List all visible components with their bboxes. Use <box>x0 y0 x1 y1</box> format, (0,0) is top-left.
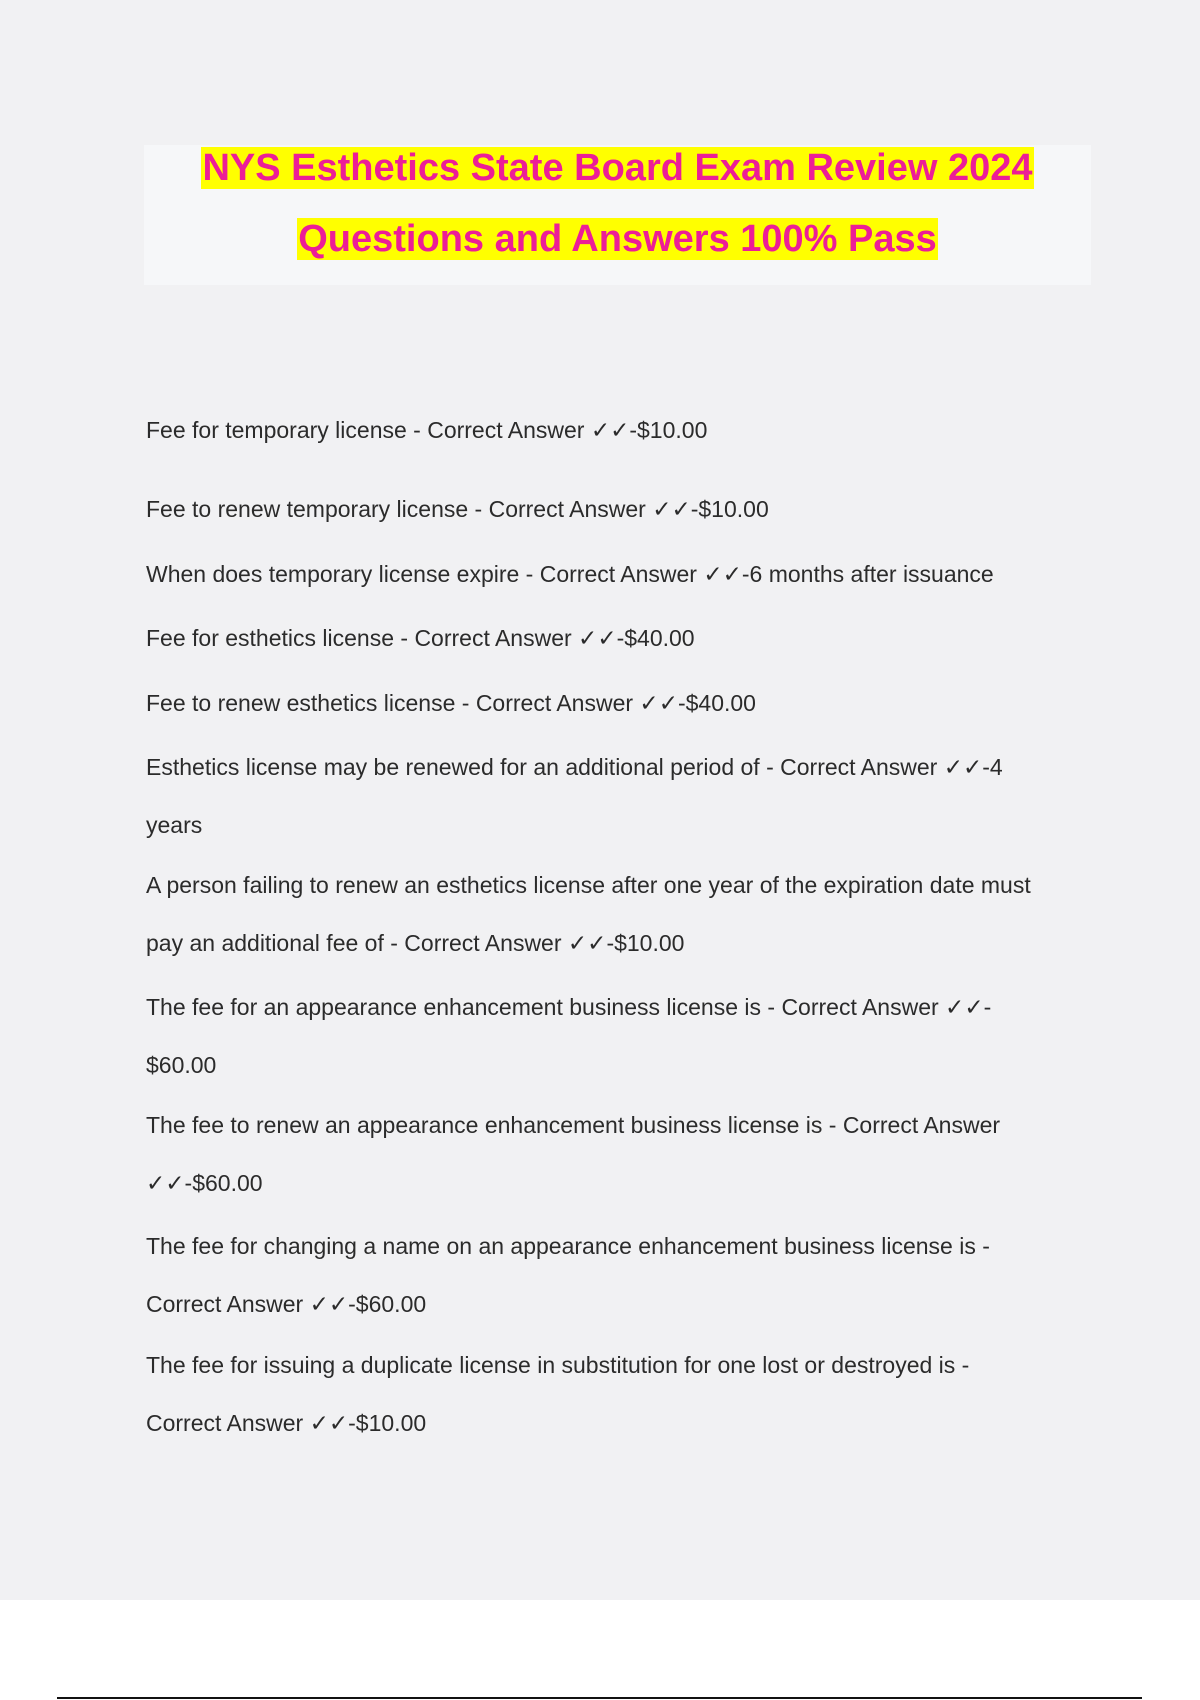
qa-item-6 <box>146 738 1086 854</box>
footer-divider <box>57 1697 1142 1699</box>
qa-line: The fee for changing a name on an appearance enhancement business license is - <box>146 1233 990 1259</box>
qa-item-10 <box>146 1217 1086 1333</box>
qa-line: The fee to renew an appearance enhancement business license is - Correct Answer <box>146 1112 1001 1138</box>
qa-line: Fee for temporary license - Correct Answer ✓✓-$10.00 <box>146 417 708 443</box>
qa-line: Correct Answer ✓✓-$10.00 <box>146 1410 427 1436</box>
qa-item-8 <box>146 978 1086 1094</box>
qa-line: Fee to renew temporary license - Correct Answer ✓✓-$10.00 <box>146 496 769 522</box>
qa-line: $60.00 <box>146 1052 217 1078</box>
qa-item-4 <box>146 609 1086 667</box>
qa-line: A person failing to renew an esthetics license after one year of the expiration date must <box>146 872 1031 898</box>
qa-line: years <box>146 812 203 838</box>
qa-item-5 <box>146 674 1086 732</box>
qa-line: The fee for issuing a duplicate license in substitution for one lost or destroyed is - <box>146 1352 970 1378</box>
qa-line: ✓✓-$60.00 <box>146 1170 263 1196</box>
qa-item-3 <box>146 545 1086 603</box>
qa-item-11 <box>146 1336 1086 1452</box>
qa-line: pay an additional fee of - Correct Answer ✓✓-$10.00 <box>146 930 685 956</box>
qa-item-7 <box>146 856 1086 972</box>
qa-line: Correct Answer ✓✓-$60.00 <box>146 1291 427 1317</box>
title-line-1: NYS Esthetics State Board Exam Review 2024 <box>202 147 1033 189</box>
qa-line: Fee for esthetics license - Correct Answer ✓✓-$40.00 <box>146 625 695 651</box>
qa-line: The fee for an appearance enhancement business license is - Correct Answer ✓✓- <box>146 994 992 1020</box>
qa-item-9 <box>146 1096 1086 1212</box>
title-line-2: Questions and Answers 100% Pass <box>298 218 937 260</box>
qa-item-1 <box>146 401 1086 459</box>
qa-line: Esthetics license may be renewed for an additional period of - Correct Answer ✓✓-4 <box>146 754 1003 780</box>
qa-line: When does temporary license expire - Correct Answer ✓✓-6 months after issuance <box>146 561 994 587</box>
qa-item-2 <box>146 480 1086 538</box>
qa-line: Fee to renew esthetics license - Correct Answer ✓✓-$40.00 <box>146 690 756 716</box>
title-banner <box>144 145 1091 285</box>
